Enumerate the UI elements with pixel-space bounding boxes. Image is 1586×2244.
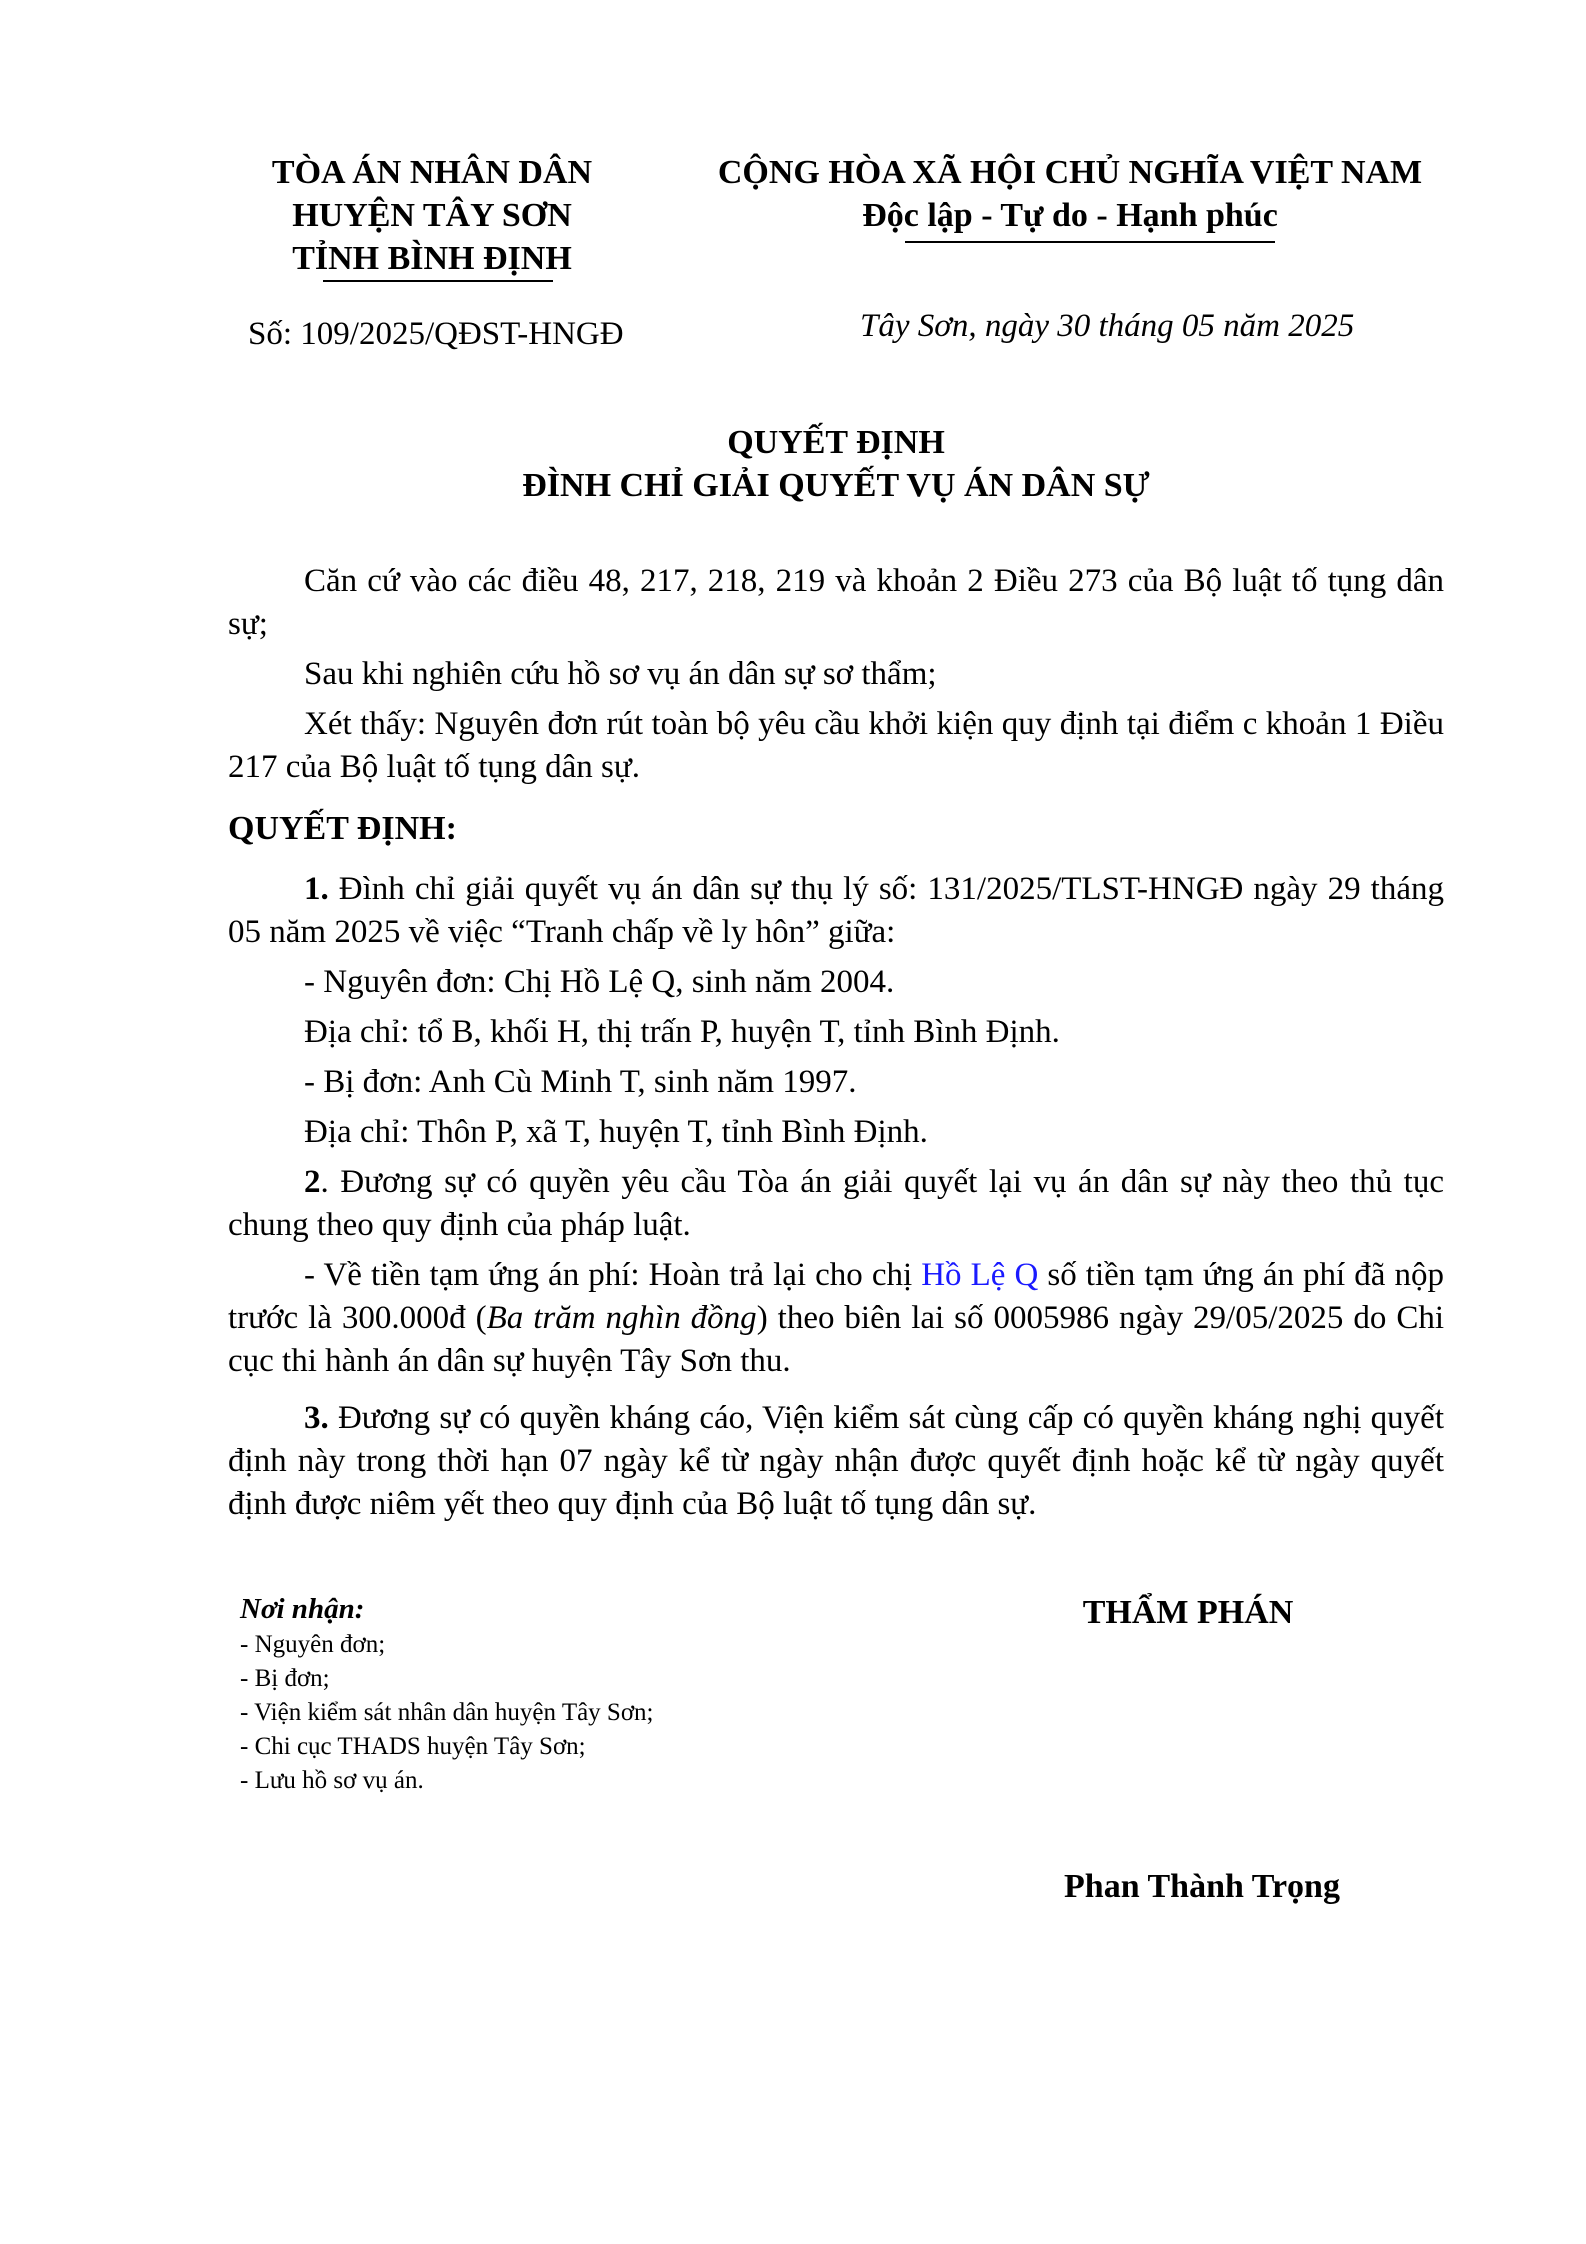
item-3-number: 3.: [304, 1400, 329, 1436]
party-defendant-address: Địa chỉ: Thôn P, xã T, huyện T, tỉnh Bình Định.: [304, 1114, 928, 1150]
signature-title: THẨM PHÁN: [1082, 1594, 1294, 1631]
court-line-3: TỈNH BÌNH ĐỊNH: [292, 240, 572, 277]
recipient-item: - Viện kiểm sát nhân dân huyện Tây Sơn;: [240, 1699, 654, 1726]
motto: Độc lập - Tự do - Hạnh phúc: [862, 197, 1278, 234]
party-plaintiff-address: Địa chỉ: tổ B, khối H, thị trấn P, huyện T, tỉnh Bình Định.: [304, 1014, 1060, 1050]
recipient-item: - Nguyên đơn;: [240, 1631, 386, 1658]
right-header-underline: [905, 241, 1275, 243]
preamble-3: Xét thấy: Nguyên đơn rút toàn bộ yêu cầu khởi kiện quy định tại điểm c khoản 1 Điều 217 của Bộ luật tố tụng dân sự.: [228, 706, 1444, 785]
party-plaintiff: - Nguyên đơn: Chị Hồ Lệ Q, sinh năm 2004.: [304, 964, 895, 1000]
court-line-2: HUYỆN TÂY SƠN: [292, 197, 572, 234]
recipient-item: - Chi cục THADS huyện Tây Sơn;: [240, 1733, 586, 1760]
item-2-number: 2: [304, 1164, 321, 1200]
left-header-underline: [323, 280, 553, 282]
preamble-1: Căn cứ vào các điều 48, 217, 218, 219 và khoản 2 Điều 273 của Bộ luật tố tụng dân sự;: [228, 563, 1444, 642]
country-name: CỘNG HÒA XÃ HỘI CHỦ NGHĨA VIỆT NAM: [717, 154, 1423, 191]
item-3: [228, 1397, 1444, 1526]
item-2: [228, 1161, 1444, 1247]
recipients-heading: Nơi nhận:: [240, 1593, 365, 1625]
document-title: [228, 421, 1444, 507]
item-1: [228, 868, 1444, 954]
preamble-2: Sau khi nghiên cứu hồ sơ vụ án dân sự sơ thẩm;: [304, 656, 937, 692]
recipients: [240, 1592, 654, 1798]
item-1-text: Đình chỉ giải quyết vụ án dân sự thụ lý số: 131/2025/TLST-HNGĐ ngày 29 tháng 05 năm 2025 về việc “Tranh chấp về ly hôn” giữa:: [228, 871, 1444, 950]
place-date: Tây Sơn, ngày 30 tháng 05 năm 2025: [860, 308, 1355, 344]
fee-amount-words: Ba trăm nghìn đồng: [486, 1300, 757, 1336]
fee-paragraph: [228, 1254, 1444, 1383]
plaintiff-link[interactable]: Hồ Lệ Q: [921, 1257, 1039, 1293]
party-defendant: - Bị đơn: Anh Cù Minh T, sinh năm 1997.: [304, 1064, 857, 1100]
decision-heading: QUYẾT ĐỊNH:: [228, 810, 457, 847]
decision-number: Số: 109/2025/QĐST-HNGĐ: [248, 316, 624, 352]
signer-name: Phan Thành Trọng: [1064, 1868, 1340, 1905]
item-1-number: 1.: [304, 871, 329, 907]
fee-text-2: số tiền tạm ứng án phí đã nộp trước là 300.000đ (: [228, 1257, 1444, 1336]
recipient-item: - Bị đơn;: [240, 1665, 330, 1692]
item-3-text: Đương sự có quyền kháng cáo, Viện kiểm sát cùng cấp có quyền kháng nghị quyết định này trong thời hạn 07 ngày kể từ ngày nhận được quyết định hoặc kể từ ngày quyết định được niêm yết theo quy định của Bộ luật tố tụng dân sự.: [228, 1400, 1444, 1522]
fee-text-3: ) theo biên lai số 0005986 ngày 29/05/2025 do Chi cục thi hành án dân sự huyện Tây Sơn thu.: [228, 1300, 1445, 1379]
court-name: [232, 151, 632, 280]
document-body: [228, 560, 1444, 1533]
fee-text-1: - Về tiền tạm ứng án phí: Hoàn trả lại cho chị: [304, 1257, 922, 1293]
title-line-1: QUYẾT ĐỊNH: [727, 424, 945, 461]
title-line-2: ĐÌNH CHỈ GIẢI QUYẾT VỤ ÁN DÂN SỰ: [522, 467, 1150, 504]
recipient-item: - Lưu hồ sơ vụ án.: [240, 1767, 424, 1794]
national-motto: [690, 151, 1450, 237]
court-line-1: TÒA ÁN NHÂN DÂN: [271, 154, 593, 191]
item-2-text: . Đương sự có quyền yêu cầu Tòa án giải quyết lại vụ án dân sự này theo thủ tục chung theo quy định của pháp luật.: [228, 1164, 1444, 1243]
